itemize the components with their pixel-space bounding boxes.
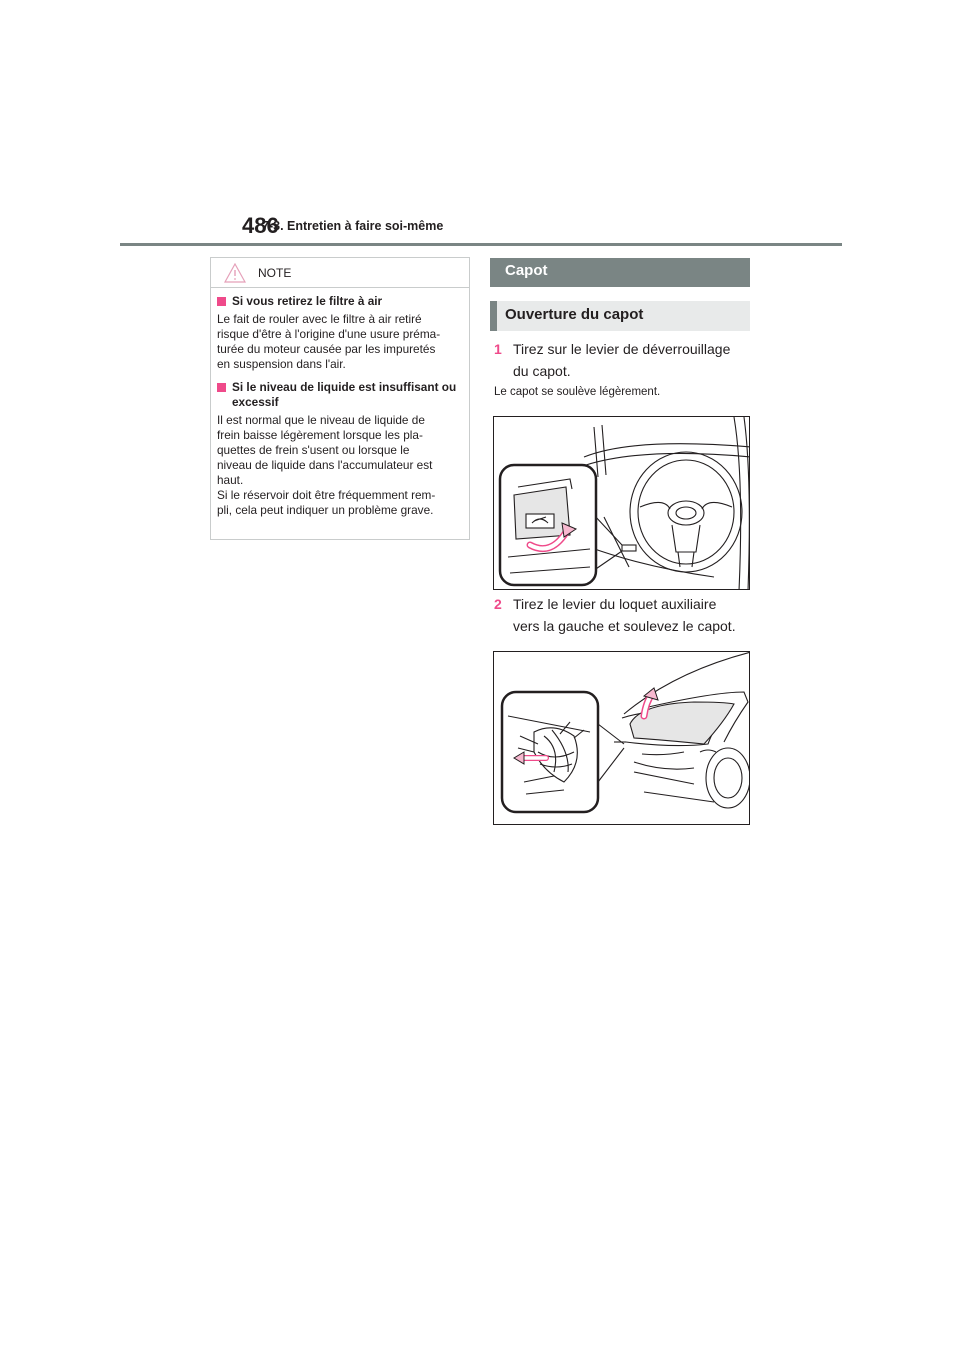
- sub-heading: Ouverture du capot: [490, 301, 750, 331]
- header-rule: [120, 243, 842, 246]
- note-box: [210, 257, 470, 540]
- hood-release-lever-illustration: [493, 416, 750, 590]
- auxiliary-catch-lever-illustration: [493, 651, 750, 825]
- bullet-square-icon: [217, 383, 226, 392]
- warning-triangle-icon: [224, 263, 246, 283]
- step-2: 2 Tirez le levier du loquet auxiliaire vers la gauche et soulevez le capot.: [494, 593, 736, 637]
- step-number: 1: [494, 341, 502, 357]
- note-item-title: Si vous retirez le filtre à air: [217, 294, 463, 309]
- page-number: 486: [242, 213, 279, 238]
- step-1: 1 Tirez sur le levier de déverrouillage du capot.: [494, 338, 730, 382]
- step-number: 2: [494, 596, 502, 612]
- step-caption: Le capot se soulève légèrement.: [494, 386, 661, 398]
- note-label: NOTE: [258, 266, 292, 280]
- note-header: [211, 258, 469, 288]
- note-item-text: Il est normal que le niveau de liquide de frein baisse légèrement lorsque les pla- quettes de frein s'usent ou lorsque le niveau de liquide dans l'accumulateur est haut. Si le réservoir doit être fréquemment rem- pli, cela peut indiquer un problème grave.: [217, 413, 436, 517]
- section-title: 7-3. Entretien à faire soi-même: [262, 219, 444, 233]
- note-item-text: Le fait de rouler avec le filtre à air retiré risque d'être à l'origine d'une usure préma- turée du moteur causée par les impuretés en suspension dans l'air.: [217, 312, 441, 371]
- section-heading: Capot: [490, 258, 750, 287]
- bullet-square-icon: [217, 297, 226, 306]
- note-item-title: Si le niveau de liquide est insuffisant ou excessif: [217, 380, 463, 410]
- note-body: [211, 288, 469, 518]
